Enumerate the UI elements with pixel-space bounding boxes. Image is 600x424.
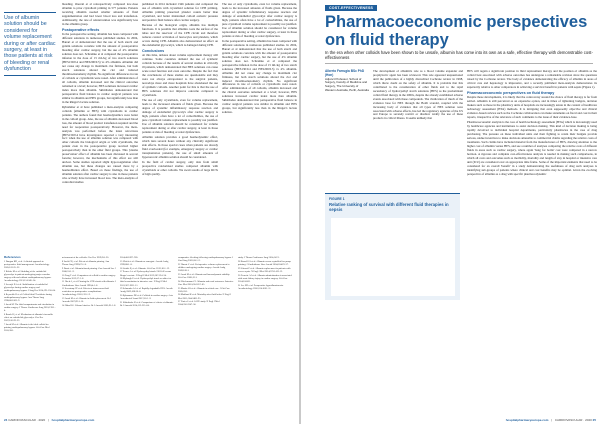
section-tag: COST-EFFECTIVENESS [325, 5, 377, 11]
references-heading: References [4, 256, 21, 259]
reference-item: 6 Rauch JS, et al. Mechanism of albumin's favorable effect on endothelial glycocalyx. Circ Res 2007;100:29–33. [4, 313, 54, 323]
author-box [325, 70, 369, 93]
reference-item: 12 Svenstrup CP et al. Effects of intravenous fluid restriction on postoperative complications. Anesthesiology 2010;112:1–9. [62, 287, 109, 297]
paragraph: In the field of cardiac surgery, only data from small prospective randomised studies compared albumin with crystalloids or other colloids. We await results of large RCTs of high quality. [142, 160, 218, 177]
paragraph: In the postoperative setting, albumin has been compared with different solutions in numerous published studies. In 2004, Hanart et al demonstrated that the use of both starch and gelatin solutions correlate with the amount of postoperative bleeding after cardiac surgery, but the use of 4% albumin solution does not. Schramko et al compared the postoperative infusion in the dose of 15 mL/kg of two starch solutions (HES130/0.4 and HES200/0.5) vs 4% albumin. Albumin did not cause any change in maximum clot firmness, but both starch solutions altered the clot and induced thromboelastometry rhythm. No significant differences in rate of colloids or crystalloids were noted. After administration of all colloids, albumin increased and the clinical outcomes remained at a level; however, HES solutions increased cardiac index more than albumin. Skhirtladze demonstrated that perioperative fluid balance in cardiac surgical patients was similar in albumin and HES groups, but significantly less than in the Ringer's lactate solution. [62, 32, 138, 104]
reference-list-2 [62, 256, 116, 413]
reference-item: 7 Jacob M et al. Albumin is the ideal colloid for priming cardiopulmonary bypass. Crit Care Med 2010;38:1. [4, 323, 50, 333]
reference-item: 11 Hoeft A, et al. Priming the CPB circuit with albumin. J Cardiothorac Vasc Anesth 1990;4:1–8. [62, 280, 116, 287]
reference-item: 10 Fang F et al. Comparison of colloid in cardiac surgery. Perfusion 2012;27:1–8. [62, 273, 116, 280]
reference-item: 15 Ulrich et al. Albumin as surrogate. Anesth Analg 1999;88:1–8. [120, 259, 169, 266]
reference-item: 2 Kobler M et al. Shedding of the endothelial glycocalyx in patients undergoing major vascular surgery with and without cardiopulmonary bypass. Anesthesiology 2011;114:345–54. [4, 270, 52, 283]
paragraph: Pharmacoeconomic analysis is the core of health technology assessment (HTA) which is increasingly used by healthcare agencies and institutions to assist decision making. This kind of decision making is being rapidly devolved to individual hospital departments, particularly pharmacies in the case of drug purchasing. The pressure on these individual units and their fighting to retain their budgets provide serious, undue incentives to make decisions amenable to commercial claims regarding the relative costs of treatments. Such claims have included material from the manufacturers of HES, drawing attention to the higher cost of albumin versus HES, and see a number of analyses comparing the relative costs of different fluids in areas such as cardiac surgery, where again 'bang for bottle' cost were compared in a narrow horizon. A rigorous and complete cost-effectiveness analysis is needed in making such comparisons, in which all costs and outcomes such as morbidity, mortality and length of stay in hospital or intensive care unit (ICU) are considered over an appropriate time frame. Some of the important elements that need to be considered for an overall 'benefit' in a study demonstrating the usefulness of drug such analyses is identifying sub-groups of patients where clinical and cost benefits may be optimal. Given the evolving perspective of albumin as a drug with specific pharmacodynamic [467, 120, 597, 176]
left-page [0, 0, 299, 424]
reference-item: comparative bleeding following cardiopulmonary bypass. J Card Surg 2003;18:1–9. [178, 256, 234, 263]
author-affiliation: Adjunct Professor, School of Surgery, Faculty of Medicine and Surgery, The University of Western Australia, Perth, Australia [325, 76, 369, 92]
reference-list-1 [4, 256, 56, 413]
paragraph: published in 2014 included 1346 patients and compared the use of albumin with crystalloid solution for CPB priming. Albumin priming preserved platelet counts better than crystalloid, and better maintained colloid osmotic pressure and positive fluid balance after cardiac surgery. [142, 3, 218, 22]
section-heading: Conclusions [142, 49, 165, 54]
issue-label: CARDIOVASCULAR · 2020 [554, 418, 592, 422]
reference-item: 19 Schramko AA et al. Rapidly degradable HES. Anesth Analg 2009;108:30–6. [120, 287, 173, 294]
reference-item: 3 Svensjö EA et al. Stabilization of endothelial glycocalyx during cardiac surgery and cardiopulmonary bypass. J Surg Res 2014;191:158–64. [4, 283, 56, 293]
paragraph: Despite these developments, it is likely that the controversy around the choice of fluid therapy is far from settled. Albumin is still perceived as an expensive option, and in times of tightening budgets, decision makers such as those in the pharmacy units of hospitals are increasingly astute in the context of healthcare technology assessment (HTA) methods. It is intriguing that even supposedly objective and clinical evidence-based reviews such as the Cochrane collaboration can make statements on fiscal and cost in their reports, irrespective of the relevance of such comments to the issue of their evidence-base. [467, 95, 597, 120]
reference-list-5 [238, 256, 296, 413]
reference-item: 31 Lee EH et al. Preoperative hypoalbuminemia. Anesthesiology 2016;124:1001–11. [238, 283, 284, 290]
reference-item: 28 Russell JA et al. Albumin versus crystalloid for pump priming. J Cardiothorac Vasc Anesth 2004;18:429–37. [238, 259, 291, 266]
reference-item: 26 Maitland K et al. Mortality after fluid bolus. N Engl J Med 2011;364:2483–95. [178, 293, 231, 300]
paragraph: In the postoperative setting, albumin has been compared with different solutions in numerous published studies. In 2004, Hanart et al demonstrated that the use of both starch and gelatin solutions correlate with the amount of postoperative bleeding after cardiac surgery, but the use of 4% albumin solution does not. Schramko et al compared the postoperative infusion in the dose of 15 mL/kg of two starch solutions (HES130/0.4 and HES200/0.5) vs 4% albumin. Albumin did not cause any change in maximum clot firmness, but both starch solutions altered the clot and induced thromboelastometry rhythm. No significant differences in rate of colloids or crystalloids were noted. After administration of all colloids, albumin increased and the clinical outcomes remained at a level; however, HES solutions increased cardiac index more than albumin. Skhirtladze demonstrated that perioperative fluid balance in cardiac surgical patients was similar in albumin and HES groups, but significantly less than in the Ringer's lactate solution. [222, 38, 297, 115]
reference-item: 20 Ryhammer PK et al. Colloids in cardiac surgery. Acta Anaesthesiol Scand 2017;61:1–9. [120, 294, 173, 301]
section-heading: Pharmacoeconomic perspectives on fluid therapy [467, 91, 555, 96]
page-footer-right: hospitalpharmacyeurope.com | CARDIOVASCULAR · 2020 25 [505, 418, 596, 422]
page-number: 25 [592, 418, 596, 422]
reference-item: 2014;40:1897–905. [120, 256, 139, 259]
paragraph: The development of albumin's role as a blood volume expander and prophylactic agent has been reviewed. This role appeared unquestioned until the publication of a highly discredited Cochrane review in 1998, which threw doubt on the safety of albumin. It is probable that this contributed to the consideration of other fluids and to the rapid ascendancy of hydroxyethyl starch solutions (HES) as the predominant colloid fluid therapy in the 2000s, despite the already established adverse events associated with these compounds. The vindication of much of the evidence base for HES through the Boldt scandal, coupled with the increasing body of evidence that all types of HES solution were associated with adverse effects, has led the regulatory agencies of the US and Europe to severely restrict or disallow totally the use of these products in critical illness. It seems unlikely that [373, 70, 463, 121]
article-column-3 [222, 3, 297, 251]
reference-item: 8 Lasik CR, et al. Effects of albumin priming. Ann Thorac Surg 1999;67:1–8. [62, 259, 110, 266]
article-column-a [373, 70, 463, 190]
paragraph: bleeding. Onorati et al retrospectively compared low-dose albumin to prior crystalloid priming in 577 patients. Patients receiving albumin needed smaller amounts of fluid supplementation and had lower blood loss and transfusion. Additionally, the rate of reintervention was significantly less in the albumin group. [62, 3, 138, 26]
article-column-1 [62, 3, 138, 251]
paragraph: At this time, debates about volume replacement therapy still continue. Some countries demand the use of synthetic colloids because of the results of several studies in critically ill patients, which demonstrated that HES solutions can cause acute renal function and even outcome. Despite the fact that the conclusions of these studies are questionable and they were not always extrapolated to the surgical patients, nowadays more and more hospitals have abandoned the use of synthetic colloids. Another point for this is that the use of HES solutions did not improve outcome compared to crystalloids. [142, 53, 218, 97]
reference-item: 24 Wiedermann CJ. Albumin and renal outcomes. Intensive Care Med 2010;36:1657–65. [178, 279, 234, 286]
page-number: 24 [4, 418, 8, 422]
paragraph: HES will regain a significant position in fluid replacement therapy and the position of albumin as the colloid best associated with adverse outcomes has undergone a remarkable revision since the questions raised by the Cochrane review. The body of evidence demonstrating the efficacy of albumin in areas of critical care and hepatology is impressive, and a recently published meta-analysis demonstrates its superiority relative to other comparators in achieving a survival benefit in patients with sepsis (Figure 1). [467, 70, 597, 89]
article-column-b [467, 70, 597, 410]
paragraph: Ryhammer et al have published a meta-analysis comparing colloids (albumin or HES) with crystalloids in cardiac patients. The authors found that haemodynamics were better in the colloid group. Also, the use of albumin decreased blood loss, the amount of blood product transfusion required and the need for reoperation postoperatively. However, the meta-analysis was performed before the latest retractions (HES130/0.4 have investigators reported a very interesting fact: when the use of albumin solution was compared with other colloids the biological origin or with crystalloids, the patient even in the postoperative group received higher postoperatively than in the other fluid groups. This 'plasma preservation' effect of albumin has been discussed in several forums; however, the mechanisms of this effect are still unclear. Some studies reported slight hypocoagulation after albumin use, but these changes are caused more by a haemodilution effect. Based on these findings, the use of albumin solution after cardiac surgery is also in those patients who actively have increased blood loss. The meta-analysis of controlled studies [62, 104, 138, 184]
reference-item: 18 Myburgh JA et al. Hydroxyethyl starch or saline for fluid resuscitation in intensive care. N Engl J Med 2012;367:1901–11. [120, 277, 172, 287]
paragraph: The use of only crystalloids, even for volume replacement, leads to the increased amounts of fluids given. Because the degree of systemic inflammatory response reaction and damage of endothelial glycocalyx after cardiac surgery is high, patients often have a lot of comorbidities, the use of pure crystalloid volume replacement is possibly not justified. Use of albumin solution should be considered for volume replacement during or after cardiac surgery, at least in those patients at risk of bleeding or renal dysfunction. [222, 3, 297, 38]
reference-item: 23 Jacob M et al. Albumin and haemodynamic stability. Crit Care 2008;12:1. [178, 272, 230, 279]
reference-list-4 [178, 256, 234, 413]
reference-item: 14 Hahn RG. Volume kinetics. Br J Anaesth 2005;95:1–8. [62, 304, 116, 308]
paragraph: Albumin solution provides a good haemodynamic effect, which lasts several hours without any clinically significant side effects. In those special cases when patients are already fluid overloaded (for example, emergency surgery or cardiac transplantation patients), the use of small amounts of hyperoncotic albumin solution should be considered. [142, 135, 218, 160]
reference-item: 25 Martin GS et al. Albumin in critical care. J Crit Care 2005;20:1. [178, 286, 230, 293]
figure-title: Relative ranking of survival with different fluid therapies in sepsis [329, 202, 449, 213]
page-footer-left: 24 CARDIOVASCULAR · 2020 | hospitalpharmacyeurope.com [4, 418, 95, 422]
article-title: Pharmacoeconomic perspectives on fluid therapy [325, 13, 588, 49]
figure-graphic [331, 218, 455, 296]
reference-item: 4 Reynolds JJ et al. Colloid fluid 'Perchloric during cardiopulmonary bypass. Ann Thorac Surg 1998;66:1063–9. [4, 293, 52, 303]
reference-item: nvironment of the colloids. Circ Res 1959;9:8–20. [62, 256, 109, 259]
figure-panel [331, 218, 455, 296]
reference-item: 9 Dazzi et al. Albumin-based priming. Can Anaesth Soc J 2006;53:1–9. [62, 266, 116, 273]
reference-item: 5 Jacob M. The fluid compartments and circulation in cardiac surgery. J Thorac Cardiovasc Surg 2010;139:1–4. [4, 303, 56, 313]
reference-item: 30 Frenette AJ et al. Albumin administration is associated with acute kidney injury in cardiac surgery. Crit Care 2014;18:602. [238, 273, 292, 283]
reference-list-3 [120, 256, 174, 413]
figure-1 [325, 193, 460, 300]
figure-label: FIGURE 1 [329, 197, 345, 201]
reference-item: 22 Hanart C et al. Perioperative volume replacement in children undergoing cardiac surgery. Anesth Analg 2009;108:1. [178, 262, 230, 273]
reference-item: 21 Skhirtladze K et al. Comparison of effects of albumin. Br J Anaesth 2014;112:255–64. [120, 301, 174, 308]
reference-item: 29 Caironi P et al. Albumin replacement in patients with severe sepsis. N Engl J Med 2014;370:1412–21. [238, 266, 291, 273]
standfirst: In the era when other colloids have been shown to be unsafe, albumin has come into its own as a safe, effective therapy with demonstrable cost-effectiveness [325, 50, 593, 64]
reference-item: 17 Perner A et al. Hydroxyethyl starch 130/0.42 versus Ringer's acetate. N Engl J Med 2012;367:124–34. [120, 270, 172, 277]
author-name: Alberto Farrugia BSc PhD (Hon) [325, 69, 365, 77]
reference-item: 1 Dungan KH, et al. A clinical approach to perioperative fluid management. Anesthesiology 2005;103:25–32. [4, 260, 50, 270]
reference-item: 16 Guidet B, et al. Albumin. Crit Care 2012;16:1–12. [120, 266, 170, 270]
reference-item: 13 Jacob M et al. Albumin in fluid replacement. Br J Anaesth 2007;99:1–10. [62, 297, 112, 304]
reference-item: study. J Thorac Cardiovasc Surg 2014;147:1. [238, 256, 280, 259]
paragraph: Because of the biological origin, albumin has multiple functions. It is possible that albumin coats the surface of the tubes and the reservoir of the CPB circuit and therefore reduces contact activation of leucocytes and platelets, which occurs during CPB. Albumin also demonstrated an effect on the endothelial glycocalyx, which is damaged during CPB. [142, 23, 218, 47]
section-heading: Postoperative effects [62, 28, 100, 33]
footer-url[interactable]: hospitalpharmacyeurope.com [51, 418, 95, 422]
paragraph: The use of only crystalloids, even for volume replacement, leads to the increased amounts of fluids given. Because the degree of systemic inflammatory response reaction and damage of endothelial glycocalyx after cardiac surgery is high, patients often have a lot of comorbidities, the use of pure crystalloid volume replacement is possibly not justified. Use of albumin solution should be considered for volume replacement during or after cardiac surgery, at least in those patients at risk of bleeding or renal dysfunction. [142, 98, 218, 134]
article-column-2 [142, 3, 218, 251]
footer-url[interactable]: hospitalpharmacyeurope.com [505, 418, 549, 422]
reference-item: 27 Finfer S et al. SAFE study. N Engl J Med 2004;350:2247–56. [178, 300, 220, 307]
pull-quote: Use of albumin solution should be considered for volume replacement during or after cardiac surgery, at least in those patients at risk of bleeding or renal dysfunction [4, 12, 56, 76]
right-page [301, 0, 600, 424]
issue-label: CARDIOVASCULAR · 2020 [8, 418, 46, 422]
